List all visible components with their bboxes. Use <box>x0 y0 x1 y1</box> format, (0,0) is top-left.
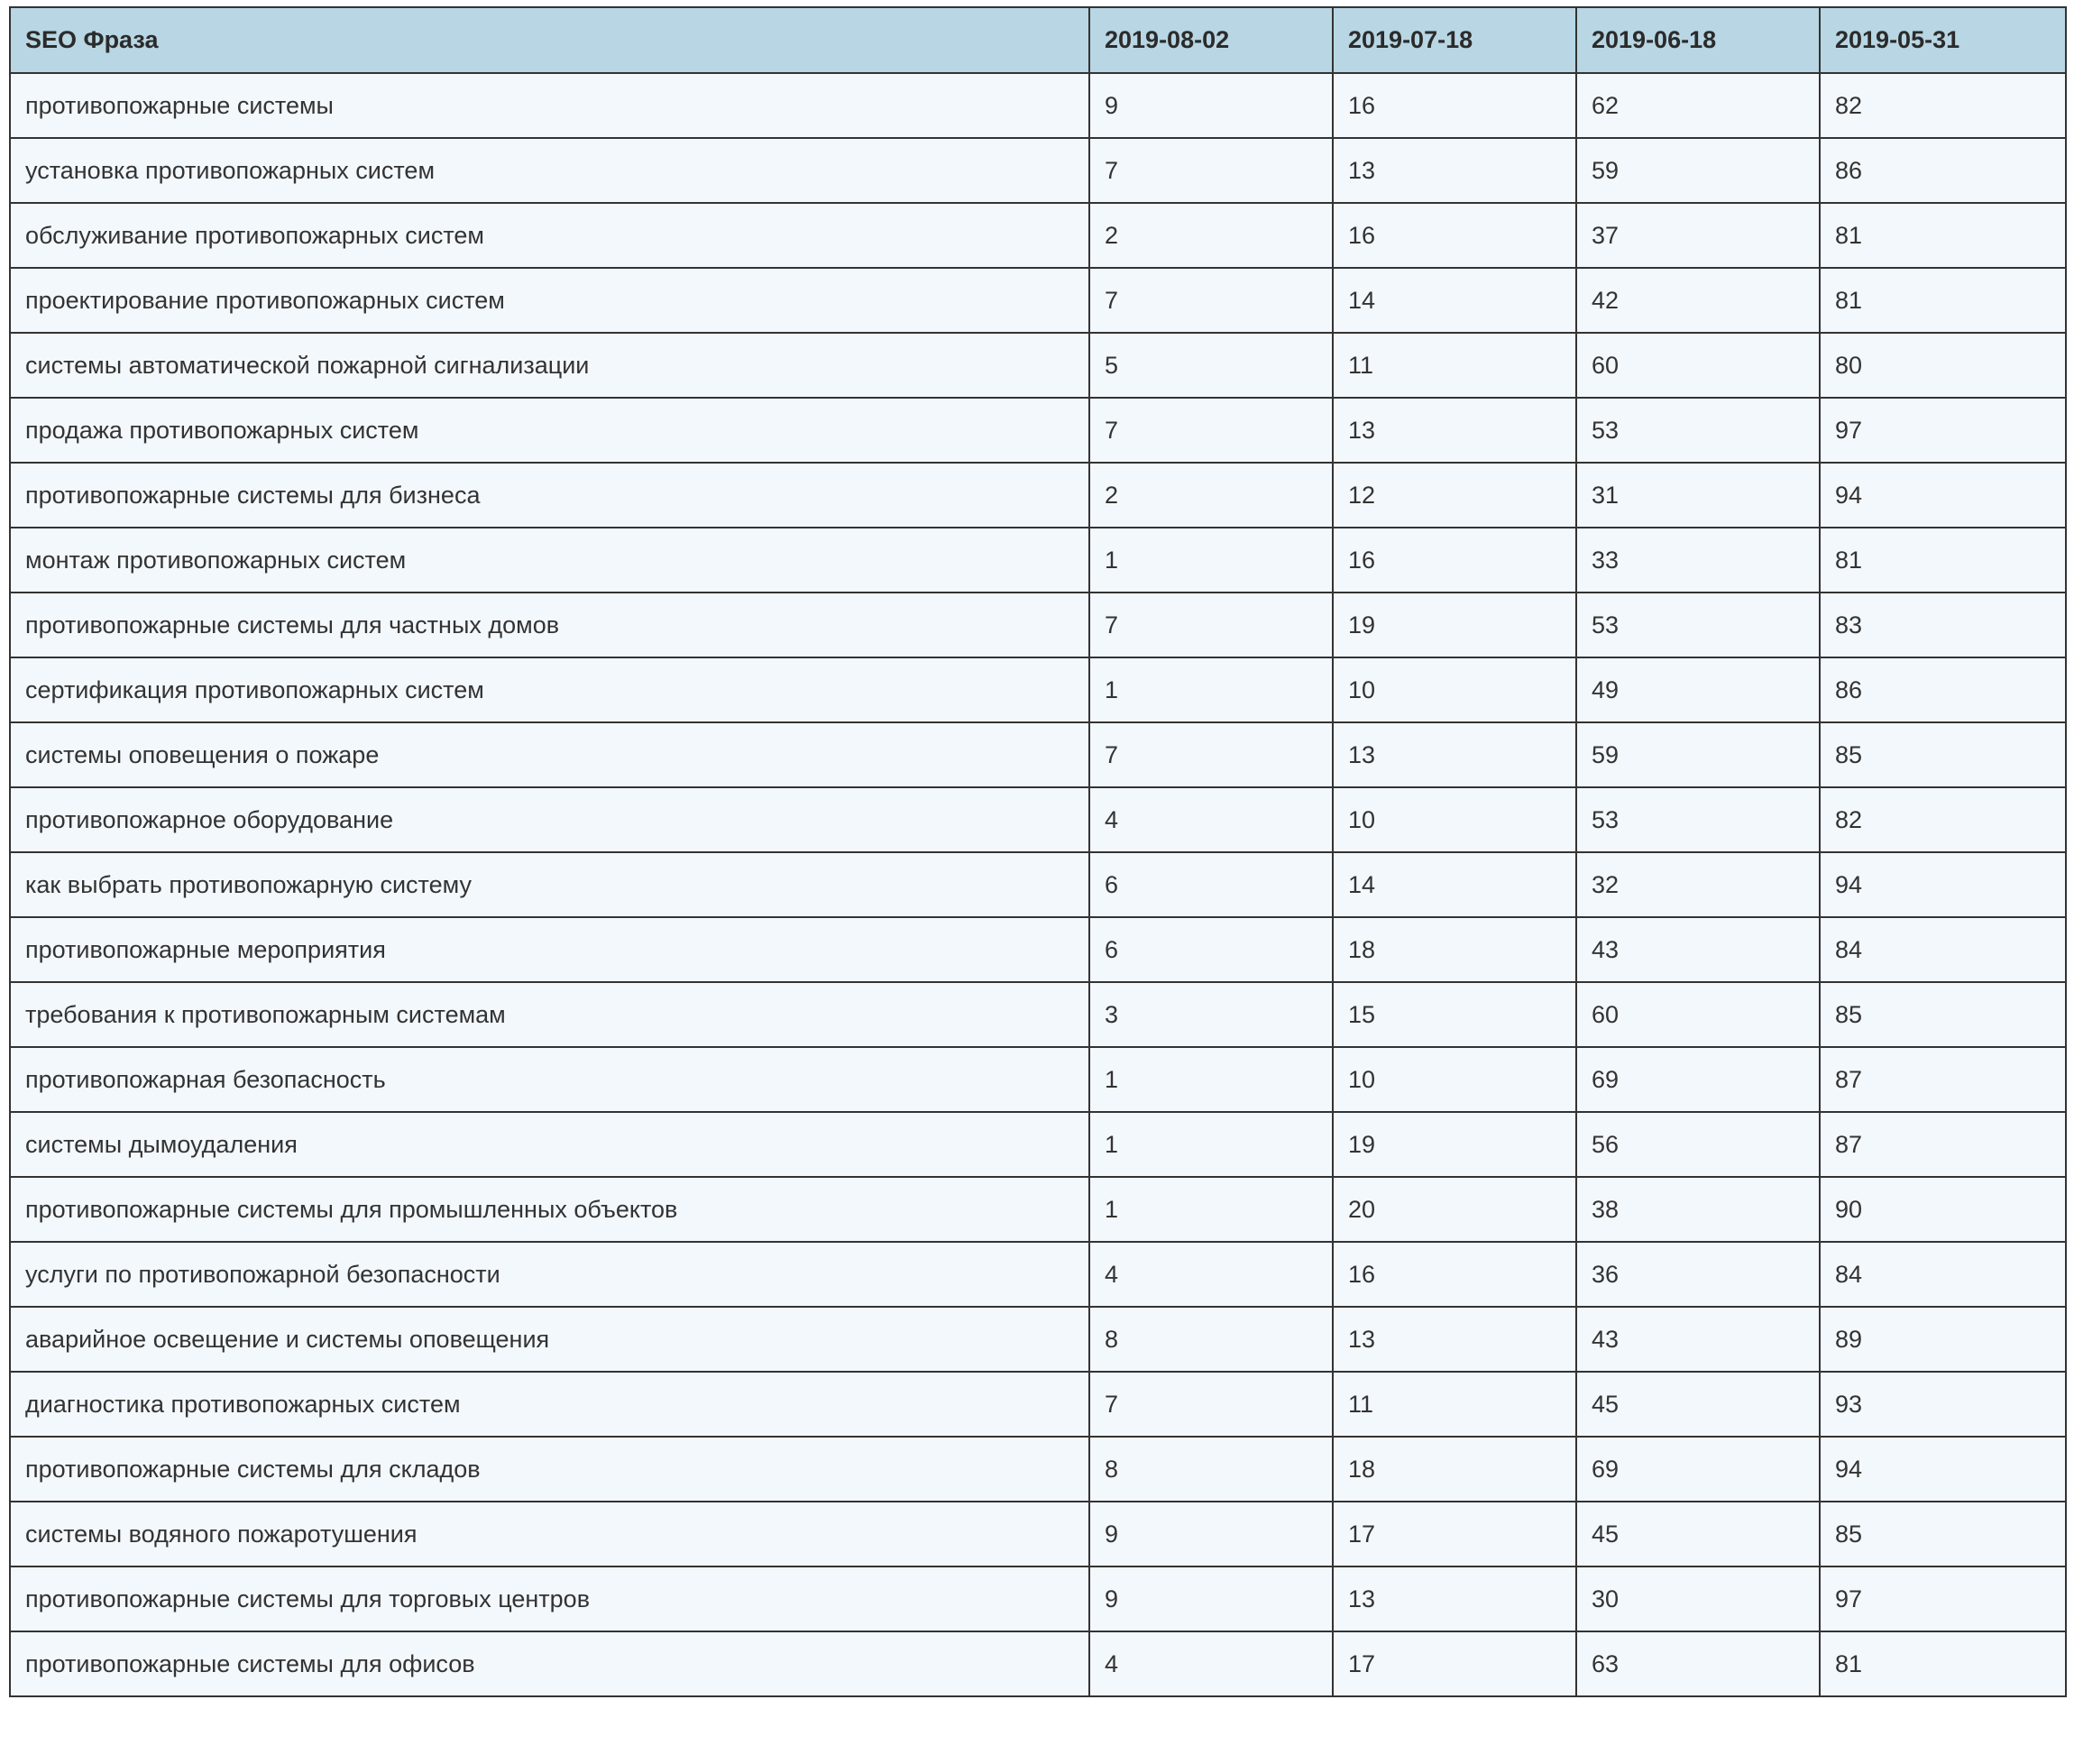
cell-seo-phrase: противопожарные системы для торговых центров <box>10 1566 1089 1631</box>
cell-position-2019-05-31: 86 <box>1820 657 2066 722</box>
cell-position-2019-05-31: 94 <box>1820 463 2066 528</box>
cell-seo-phrase: противопожарные системы для бизнеса <box>10 463 1089 528</box>
cell-position-2019-06-18: 56 <box>1576 1112 1820 1177</box>
cell-position-2019-06-18: 69 <box>1576 1047 1820 1112</box>
cell-position-2019-08-02: 6 <box>1089 852 1333 917</box>
cell-seo-phrase: как выбрать противопожарную систему <box>10 852 1089 917</box>
cell-position-2019-07-18: 19 <box>1333 593 1576 657</box>
cell-position-2019-05-31: 86 <box>1820 138 2066 203</box>
cell-position-2019-07-18: 18 <box>1333 1437 1576 1502</box>
header-date-2019-07-18: 2019-07-18 <box>1333 7 1576 73</box>
cell-position-2019-08-02: 9 <box>1089 1502 1333 1566</box>
cell-position-2019-07-18: 15 <box>1333 982 1576 1047</box>
cell-position-2019-05-31: 97 <box>1820 398 2066 463</box>
cell-seo-phrase: обслуживание противопожарных систем <box>10 203 1089 268</box>
cell-position-2019-05-31: 85 <box>1820 1502 2066 1566</box>
cell-position-2019-05-31: 90 <box>1820 1177 2066 1242</box>
cell-position-2019-06-18: 37 <box>1576 203 1820 268</box>
cell-position-2019-05-31: 81 <box>1820 268 2066 333</box>
cell-position-2019-06-18: 60 <box>1576 333 1820 398</box>
header-seo-phrase: SEO Фраза <box>10 7 1089 73</box>
cell-seo-phrase: аварийное освещение и системы оповещения <box>10 1307 1089 1372</box>
cell-position-2019-05-31: 94 <box>1820 852 2066 917</box>
cell-position-2019-07-18: 13 <box>1333 722 1576 787</box>
cell-position-2019-05-31: 85 <box>1820 722 2066 787</box>
cell-position-2019-08-02: 7 <box>1089 268 1333 333</box>
cell-position-2019-06-18: 43 <box>1576 1307 1820 1372</box>
cell-position-2019-08-02: 2 <box>1089 203 1333 268</box>
cell-position-2019-08-02: 5 <box>1089 333 1333 398</box>
cell-seo-phrase: противопожарные системы для складов <box>10 1437 1089 1502</box>
cell-position-2019-06-18: 45 <box>1576 1502 1820 1566</box>
cell-seo-phrase: системы водяного пожаротушения <box>10 1502 1089 1566</box>
cell-position-2019-06-18: 30 <box>1576 1566 1820 1631</box>
cell-position-2019-07-18: 10 <box>1333 657 1576 722</box>
cell-position-2019-06-18: 59 <box>1576 138 1820 203</box>
cell-position-2019-05-31: 82 <box>1820 787 2066 852</box>
cell-position-2019-06-18: 53 <box>1576 398 1820 463</box>
cell-position-2019-08-02: 8 <box>1089 1307 1333 1372</box>
cell-position-2019-08-02: 1 <box>1089 1112 1333 1177</box>
cell-position-2019-05-31: 84 <box>1820 1242 2066 1307</box>
cell-position-2019-06-18: 53 <box>1576 787 1820 852</box>
cell-seo-phrase: противопожарные системы для промышленных объектов <box>10 1177 1089 1242</box>
cell-position-2019-07-18: 10 <box>1333 1047 1576 1112</box>
cell-position-2019-07-18: 20 <box>1333 1177 1576 1242</box>
cell-position-2019-07-18: 13 <box>1333 398 1576 463</box>
cell-position-2019-06-18: 42 <box>1576 268 1820 333</box>
cell-position-2019-06-18: 59 <box>1576 722 1820 787</box>
cell-seo-phrase: проектирование противопожарных систем <box>10 268 1089 333</box>
cell-position-2019-05-31: 93 <box>1820 1372 2066 1437</box>
cell-position-2019-06-18: 53 <box>1576 593 1820 657</box>
table-row <box>10 1242 2066 1307</box>
cell-position-2019-07-18: 17 <box>1333 1631 1576 1696</box>
cell-position-2019-07-18: 17 <box>1333 1502 1576 1566</box>
cell-position-2019-06-18: 43 <box>1576 917 1820 982</box>
cell-position-2019-05-31: 81 <box>1820 528 2066 593</box>
cell-position-2019-07-18: 12 <box>1333 463 1576 528</box>
cell-position-2019-05-31: 83 <box>1820 593 2066 657</box>
table-row <box>10 1112 2066 1177</box>
cell-position-2019-05-31: 84 <box>1820 917 2066 982</box>
cell-position-2019-08-02: 4 <box>1089 1242 1333 1307</box>
cell-position-2019-06-18: 36 <box>1576 1242 1820 1307</box>
table-row <box>10 1631 2066 1696</box>
cell-position-2019-07-18: 10 <box>1333 787 1576 852</box>
cell-position-2019-07-18: 16 <box>1333 528 1576 593</box>
table-row <box>10 203 2066 268</box>
cell-position-2019-08-02: 7 <box>1089 398 1333 463</box>
cell-position-2019-08-02: 4 <box>1089 787 1333 852</box>
cell-seo-phrase: диагностика противопожарных систем <box>10 1372 1089 1437</box>
cell-position-2019-07-18: 16 <box>1333 203 1576 268</box>
table-header-row <box>10 7 2066 73</box>
cell-position-2019-06-18: 49 <box>1576 657 1820 722</box>
cell-seo-phrase: противопожарное оборудование <box>10 787 1089 852</box>
cell-position-2019-07-18: 14 <box>1333 852 1576 917</box>
cell-position-2019-08-02: 7 <box>1089 138 1333 203</box>
cell-position-2019-05-31: 94 <box>1820 1437 2066 1502</box>
cell-position-2019-08-02: 7 <box>1089 1372 1333 1437</box>
cell-position-2019-05-31: 87 <box>1820 1112 2066 1177</box>
table-row <box>10 657 2066 722</box>
cell-position-2019-08-02: 1 <box>1089 657 1333 722</box>
cell-position-2019-07-18: 11 <box>1333 333 1576 398</box>
cell-seo-phrase: системы автоматической пожарной сигнализации <box>10 333 1089 398</box>
table-row <box>10 73 2066 138</box>
cell-position-2019-06-18: 32 <box>1576 852 1820 917</box>
table-row <box>10 787 2066 852</box>
cell-position-2019-08-02: 8 <box>1089 1437 1333 1502</box>
cell-position-2019-06-18: 31 <box>1576 463 1820 528</box>
cell-position-2019-07-18: 13 <box>1333 1307 1576 1372</box>
cell-position-2019-06-18: 69 <box>1576 1437 1820 1502</box>
cell-position-2019-08-02: 4 <box>1089 1631 1333 1696</box>
header-date-2019-06-18: 2019-06-18 <box>1576 7 1820 73</box>
cell-seo-phrase: установка противопожарных систем <box>10 138 1089 203</box>
cell-position-2019-05-31: 89 <box>1820 1307 2066 1372</box>
table-row <box>10 268 2066 333</box>
cell-seo-phrase: требования к противопожарным системам <box>10 982 1089 1047</box>
cell-seo-phrase: противопожарные системы для частных домов <box>10 593 1089 657</box>
cell-position-2019-06-18: 38 <box>1576 1177 1820 1242</box>
cell-position-2019-07-18: 13 <box>1333 138 1576 203</box>
table-row <box>10 852 2066 917</box>
cell-seo-phrase: системы оповещения о пожаре <box>10 722 1089 787</box>
cell-seo-phrase: монтаж противопожарных систем <box>10 528 1089 593</box>
cell-position-2019-05-31: 97 <box>1820 1566 2066 1631</box>
table-row <box>10 138 2066 203</box>
cell-seo-phrase: противопожарные мероприятия <box>10 917 1089 982</box>
table-row <box>10 1177 2066 1242</box>
cell-position-2019-08-02: 2 <box>1089 463 1333 528</box>
cell-position-2019-06-18: 63 <box>1576 1631 1820 1696</box>
cell-seo-phrase: сертификация противопожарных систем <box>10 657 1089 722</box>
cell-position-2019-08-02: 1 <box>1089 1177 1333 1242</box>
cell-seo-phrase: услуги по противопожарной безопасности <box>10 1242 1089 1307</box>
cell-position-2019-06-18: 45 <box>1576 1372 1820 1437</box>
cell-position-2019-07-18: 16 <box>1333 73 1576 138</box>
cell-position-2019-08-02: 1 <box>1089 528 1333 593</box>
cell-position-2019-08-02: 7 <box>1089 722 1333 787</box>
cell-seo-phrase: системы дымоудаления <box>10 1112 1089 1177</box>
cell-position-2019-08-02: 9 <box>1089 1566 1333 1631</box>
seo-table-container <box>9 6 2065 1697</box>
table-row <box>10 593 2066 657</box>
table-row <box>10 333 2066 398</box>
cell-position-2019-08-02: 7 <box>1089 593 1333 657</box>
table-row <box>10 1307 2066 1372</box>
table-row <box>10 398 2066 463</box>
cell-seo-phrase: противопожарные системы для офисов <box>10 1631 1089 1696</box>
cell-position-2019-07-18: 11 <box>1333 1372 1576 1437</box>
cell-position-2019-05-31: 82 <box>1820 73 2066 138</box>
cell-position-2019-05-31: 80 <box>1820 333 2066 398</box>
cell-position-2019-07-18: 14 <box>1333 268 1576 333</box>
table-row <box>10 1437 2066 1502</box>
cell-position-2019-08-02: 9 <box>1089 73 1333 138</box>
table-row <box>10 722 2066 787</box>
cell-position-2019-08-02: 1 <box>1089 1047 1333 1112</box>
cell-position-2019-05-31: 81 <box>1820 203 2066 268</box>
cell-position-2019-05-31: 81 <box>1820 1631 2066 1696</box>
cell-seo-phrase: продажа противопожарных систем <box>10 398 1089 463</box>
table-row <box>10 528 2066 593</box>
cell-position-2019-05-31: 87 <box>1820 1047 2066 1112</box>
cell-position-2019-07-18: 19 <box>1333 1112 1576 1177</box>
table-row <box>10 917 2066 982</box>
cell-position-2019-06-18: 62 <box>1576 73 1820 138</box>
table-body <box>10 73 2066 1696</box>
table-row <box>10 1566 2066 1631</box>
cell-position-2019-08-02: 6 <box>1089 917 1333 982</box>
cell-position-2019-07-18: 18 <box>1333 917 1576 982</box>
table-row <box>10 1502 2066 1566</box>
cell-seo-phrase: противопожарные системы <box>10 73 1089 138</box>
cell-position-2019-07-18: 13 <box>1333 1566 1576 1631</box>
header-date-2019-08-02: 2019-08-02 <box>1089 7 1333 73</box>
table-row <box>10 1047 2066 1112</box>
header-date-2019-05-31: 2019-05-31 <box>1820 7 2066 73</box>
cell-position-2019-06-18: 60 <box>1576 982 1820 1047</box>
cell-seo-phrase: противопожарная безопасность <box>10 1047 1089 1112</box>
table-row <box>10 1372 2066 1437</box>
table-row <box>10 463 2066 528</box>
cell-position-2019-07-18: 16 <box>1333 1242 1576 1307</box>
cell-position-2019-08-02: 3 <box>1089 982 1333 1047</box>
table-row <box>10 982 2066 1047</box>
seo-positions-table <box>9 6 2067 1697</box>
cell-position-2019-06-18: 33 <box>1576 528 1820 593</box>
cell-position-2019-05-31: 85 <box>1820 982 2066 1047</box>
